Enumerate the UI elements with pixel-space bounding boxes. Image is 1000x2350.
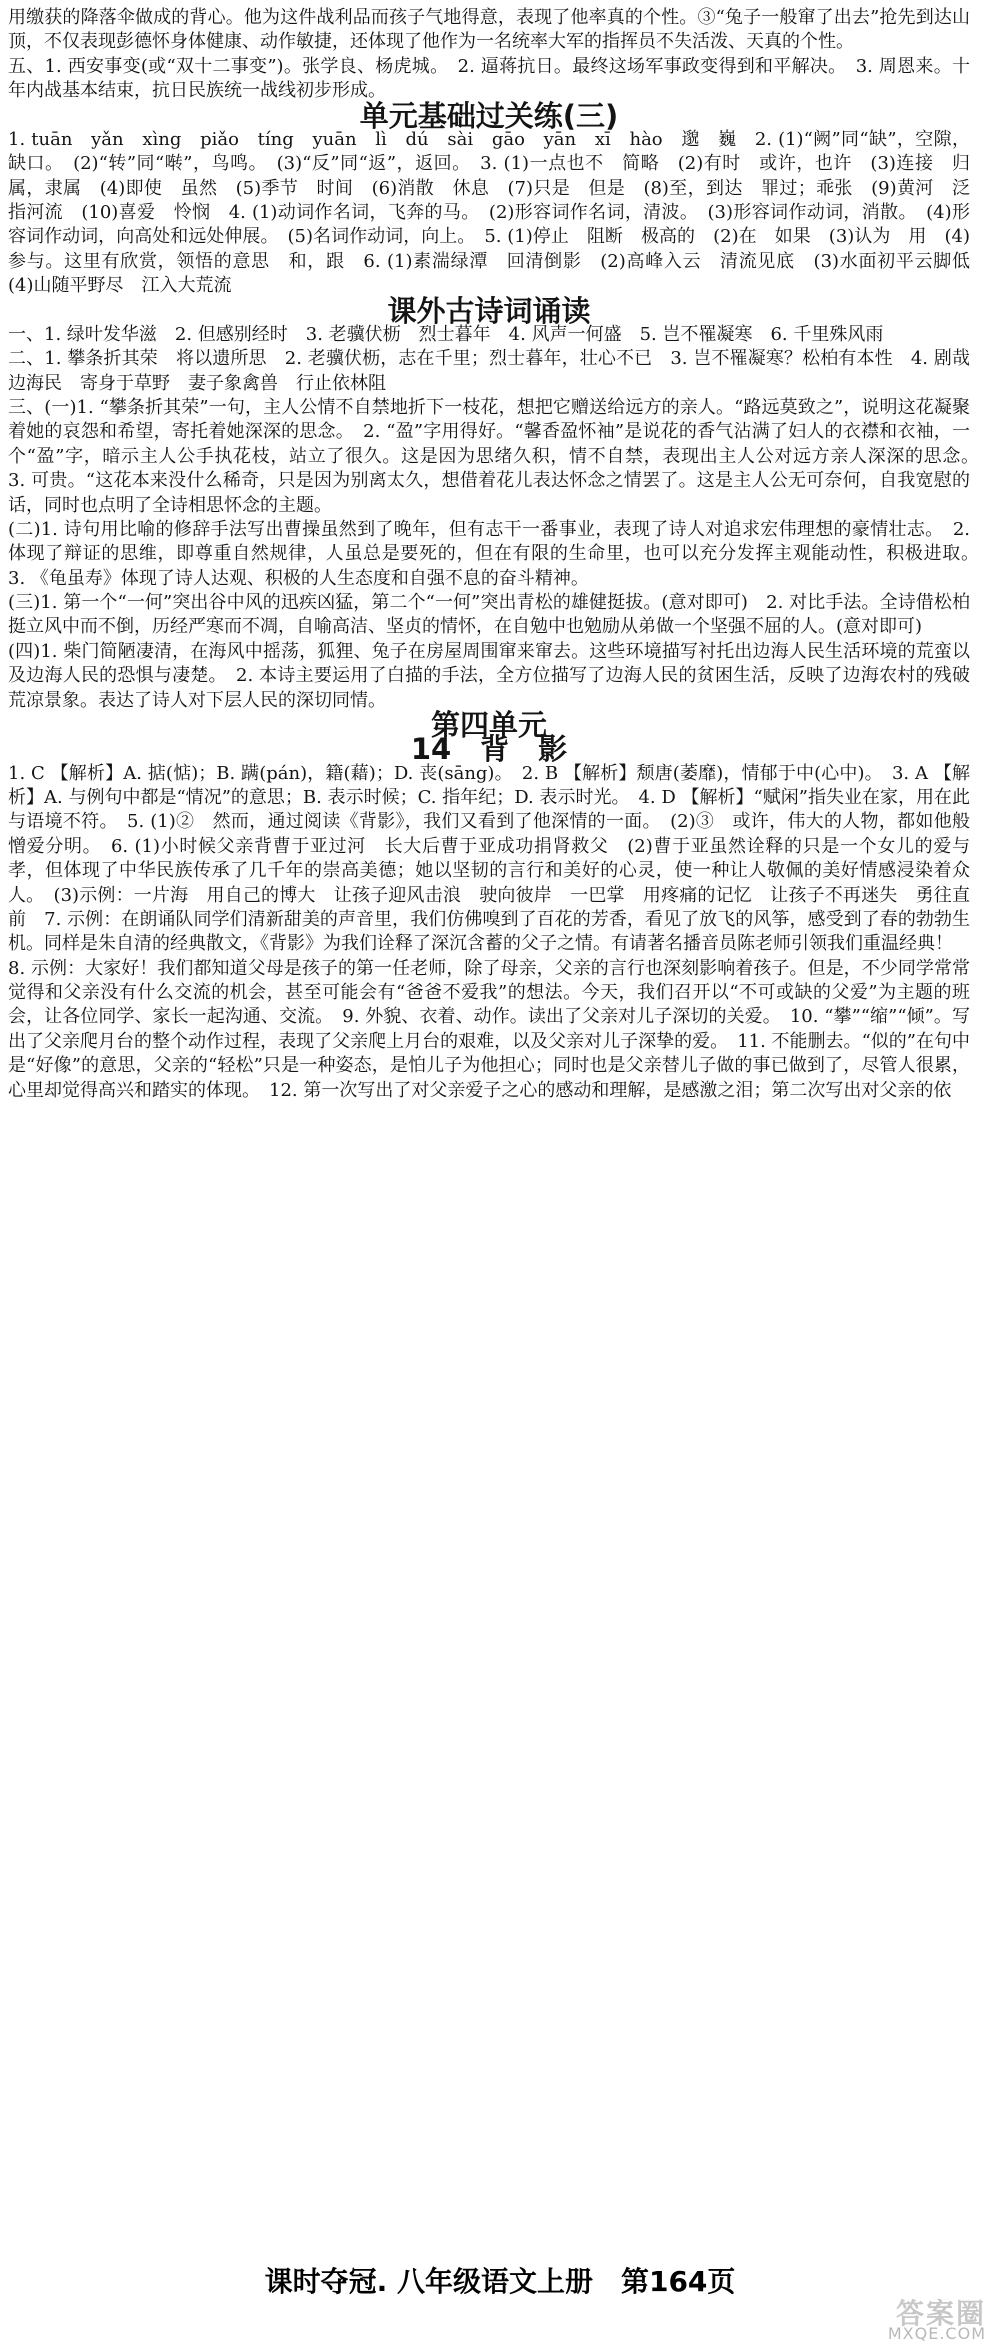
answer-paragraph: 1. tuān yǎn xìng piǎo tíng yuān lì dú sài gāo yān xī hào 邈 巍 2. (1)“阙”同“缺”，空隙，缺口。 (2)“转”同“啭”，鸟鸣。 (3)“反”同“返”，返回。 3. (1)一点也不 简略 (2)有时 或许，也许 (3)连接 归属，隶属 (4)即使 虽然 (5)季节 时间 (6)消散 休息 (7)只是 但是 (8)至，到达 罪过；乖张 (9)黄河 泛指河流 (10)喜爱 怜悯 4. (1)动词作名词，飞奔的马。 (2)形容词作名词，清波。 (3)形容词作动词，消散。 (4)形容词作动词，向高处和远处伸展。 (5)名词作动词，向上。 5. (1)停止 阻断 极高的 (2)在 如果 (3)认为 用 (4)参与。这里有欣赏，领悟的意思 和，跟 6. (1)素湍绿潭 回清倒影 (2)高峰入云 清流见底 (3)水面初平云脚低 (4)山随平野尽 江入大荒流 [8,128,988,297]
intro-section [8,6,970,104]
unit4-section [8,762,970,1103]
answer-paragraph: (四)1. 柴门简陋凄清，在海风中摇荡，狐狸、兔子在房屋周围窜来窜去。这些环境描写衬托出边海人民生活环境的荒蛮以及边海人民的恐惧与凄楚。 2. 本诗主要运用了白描的手法，全方位描写了边海人民的贫困生活，反映了边海农村的残破荒凉景象。表达了诗人对下层人民的深切同情。 [8,640,970,711]
answer-paragraph: 三、(一)1. “攀条折其荣”一句，主人公情不自禁地折下一枝花，想把它赠送给远方的亲人。“路远莫致之”，说明这花凝聚着她的哀怨和希望，寄托着她深深的思念。 2. “盈”字用得好。“馨香盈怀袖”是说花的香气沾满了妇人的衣襟和衣袖，一个“盈”字，暗示主人公手执花枝，站立了很久。这是因为思绪久积，情不自禁，表现出主人公对远方亲人深深的思念。 3. 可贵。“这花本来没什么稀奇，只是因为别离太久，想借着花儿表达怀念之情罢了。这是主人公无可奈何，自我宽慰的话，同时也点明了全诗相思怀念的主题。 [8,397,988,516]
watermark-logo [854,2292,986,2344]
answer-paragraph: 五、1. 西安事变(或“双十二事变”)。张学良、杨虎城。 2. 逼蒋抗日。最终这场军事政变得到和平解决。 3. 周恩来。十年内战基本结束，抗日民族统一战线初步形成。 [8,55,970,102]
lesson-title: 14 背 影 [410,732,568,767]
answer-paragraph: 8. 示例：大家好！我们都知道父母是孩子的第一任老师，除了母亲，父亲的言行也深刻影响着孩子。但是，不少同学常常觉得和父亲没有什么交流的机会，甚至可能会有“爸爸不爱我”的想法。今天，我们召开以“不可或缺的父爱”为主题的班会，让各位同学、家长一起沟通、交流。 9. 外貌、衣着、动作。读出了父亲对儿子深切的关爱。 10. “攀”“缩”“倾”。写出了父亲爬月台的整个动作过程，表现了父亲爬上月台的艰难，以及父亲对儿子深挚的爱。 11. 不能删去。“似的”在句中是“好像”的意思，父亲的“轻松”只是一种姿态，是怕儿子为他担心；同时也是父亲替儿子做的事已做到了，尽管人很累，心里却觉得高兴和踏实的体现。 12. 第一次写出了对父亲爱子之心的感动和理解，是感激之泪；第二次写出对父亲的依 [8,957,970,1101]
section-heading-unit3: 单元基础过关练(三) [359,98,619,133]
watermark-url: MXQE.COM [887,2324,986,2343]
section-heading-poetry: 课外古诗词诵读 [387,293,591,328]
answer-paragraph: (三)1. 第一个“一何”突出谷中风的迅疾凶猛，第二个“一何”突出青松的雄健挺拔。(意对即可) 2. 对比手法。全诗借松柏挺立风中而不倒，历经严寒而不凋，自喻高洁、坚贞的情怀，在自勉中也勉励从弟做一个坚强不屈的人。(意对即可) [8,592,970,638]
answer-paragraph: 用缴获的降落伞做成的背心。他为这件战利品而孩子气地得意，表现了他率真的个性。③“兔子一般窜了出去”抢先到达山顶，不仅表现彭德怀身体健康、动作敏捷，还体现了他作为一名统率大军的指挥员不失活泼、天真的个性。 [8,7,970,53]
answer-paragraph: (二)1. 诗句用比喻的修辞手法写出曹操虽然到了晚年，但有志干一番事业，表现了诗人对追求宏伟理想的豪情壮志。 2. 体现了辩证的思维，即尊重自然规律，人虽总是要死的，但在有限的生命里，也可以充分发挥主观能动性，积极进取。 3. 《龟虽寿》体现了诗人达观、积极的人生态度和自强不息的奋斗精神。 [8,518,988,589]
page-footer: 课时夺冠. 八年级语文上册 第164页 [264,2265,736,2298]
answer-paragraph: 二、1. 攀条折其荣 将以遗所思 2. 老骥伏枥，志在千里；烈士暮年，壮心不已 3. 岂不罹凝寒？松柏有本性 4. 剧哉边海民 寄身于草野 妻子象禽兽 行止依林阻 [8,348,970,394]
unit3-section [8,128,988,299]
answer-paragraph: 一、1. 绿叶发华滋 2. 但感别经时 3. 老骥伏枥 烈士暮年 4. 风声一何盛 5. 岂不罹凝寒 6. 千里殊风雨 [8,323,884,345]
watermark-text: 答案圈 [895,2297,986,2330]
section-heading-unit4: 第四单元 [430,707,547,742]
poetry-section [8,323,988,713]
answer-paragraph: 1. C 【解析】A. 掂(惦)；B. 蹒(pán)，籍(藉)；D. 丧(sāng)。 2. B 【解析】颓唐(萎靡)，情郁于中(心中)。 3. A 【解析】A. 与例句中都是“情况”的意思；B. 表示时候；C. 指年纪；D. 表示时光。 4. D 【解析】“赋闲”指失业在家，用在此与语境不符。 5. (1)② 然而，通过阅读《背影》，我们又看到了他深情的一面。 (2)③ 或许，伟大的人物，都如他般憎爱分明。 6. (1)小时候父亲背曹于亚过河 长大后曹于亚成功捐肾救父 (2)曹于亚虽然诠释的只是一个女儿的爱与孝，但体现了中华民族传承了几千年的崇高美德；她以坚韧的言行和美好的心灵，使一种让人敬佩的美好情感浸染着众人。 (3)示例：一片海 用自己的博大 让孩子迎风击浪 驶向彼岸 一巴掌 用疼痛的记忆 让孩子不再迷失 勇往直前 7. 示例：在朗诵队同学们清新甜美的声音里，我们仿佛嗅到了百花的芳香，看见了放飞的风筝，感受到了春的勃勃生机。同样是朱自清的经典散文，《背影》为我们诠释了深沉含蓄的父子之情。有请著名播音员陈老师引领我们重温经典！ [8,762,970,955]
